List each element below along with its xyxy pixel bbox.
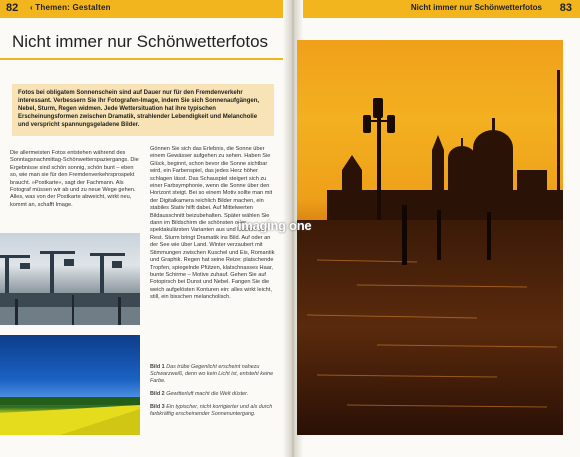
page-title: Nicht immer nur Schönwetterfotos	[12, 32, 269, 51]
header-bar-left	[0, 0, 283, 18]
photo-venice-sunset	[297, 40, 563, 435]
caption-1	[150, 364, 278, 385]
caption-3	[150, 404, 278, 418]
caption-1-label: Bild 1	[150, 364, 165, 370]
page-number-left: 82	[6, 2, 19, 14]
body-text-left: Die allermeisten Fotos entstehen während des Sonntagsnachmittag-Schönwetterspaziergangs. Die Ergebnisse sind schön sonnig, schön bunt – eben so, wie man sie für den Fremdenverkehrsprospekt braucht. »Postkarte«, sagt der Fachmann. Als Fotograf müssen wir ab und zu neue Wege gehen. Alles, was von der Postkarte abweicht, wirkt neu, kommt an, schafft Image.	[10, 150, 139, 208]
caption-1-text: Das trübe Gegenlicht erscheint nahezu Schwarzweiß, denn wo kein Licht ist, entsteht keine Farbe.	[150, 364, 274, 384]
photo-harbour-cranes	[0, 233, 140, 325]
page-number-right: 83	[559, 2, 572, 14]
cranes-illustration	[0, 233, 140, 325]
caption-2-text: Gewitterluft macht die Welt düster.	[166, 391, 249, 397]
caption-list	[150, 364, 278, 424]
caption-3-label: Bild 3	[150, 404, 165, 410]
venice-illustration	[297, 40, 563, 435]
chapter-label: ‹ Themen: Gestalten	[30, 3, 111, 12]
caption-2	[150, 391, 278, 398]
title-divider	[0, 58, 283, 60]
caption-2-label: Bild 2	[150, 391, 165, 397]
section-title-right: Nicht immer nur Schönwetterfotos	[410, 3, 542, 12]
body-text-right: Gönnen Sie sich das Erlebnis, die Sonne über einem Gewässer aufgehen zu sehen. Haben Sie Glück, beginnt, schon bevor die Sonne sichtbar wird, ein Farbenspiel, das jedes Herz höher schlagen lässt. Das Schauspiel steigert sich zu einer Farbsymphonie, wenn die Sonne über den Horizont steigt. Bei so einem Motiv sollte man mit der Digitalkamera reichlich Bilder machen, ein stabiles Stativ hilft dabei. Auf Mittelwerten Bildausschnitt beizubehalten. Später wählen Sie dann im Bildschirm die schönsten oder spektakulärsten Varianten aus und löschen den Rest. Sturm bringt Dramatik ins Bild. Auf oder an der See wie über Land. Winter verzaubert mit Stimmungen zwischen Kuschel und Eis, Romantik und Graphik. Regen hat seine Reize: platschende Tropfen, spiegelnde Pfützen, klatschnasses Haar, bunte Schirme – Motive zuhauf. Gehen Sie auf Fotopirsch bei Dunst und Nebel. Fangen Sie die weich aufgelösten Konturen ein: alles wirkt leicht, still, ein bisschen melancholisch.	[150, 146, 275, 301]
field-illustration	[0, 335, 140, 435]
caption-3-text: Ein typischer, nicht korrigierter und als durch farbkräftig erscheinender Sonnenuntergang.	[150, 404, 273, 417]
watermark-text: imaging one	[238, 218, 312, 233]
intro-text: Fotos bei obligatem Sonnenschein sind auf Dauer nur für den Fremdenverkehr interessant. Verbessern Sie Ihr Fotografen-Image, indem Sie sich Sonnenaufgängen, Nebel, Sturm, Regen widmen. Jede Wettersituation hat ihre typischen Erscheinungsformen zwischen Dramatik, strahlender Lebendigkeit und Melancholie und verspricht spannungsgeladene Bilder.	[18, 90, 260, 128]
photo-storm-field	[0, 335, 140, 435]
header-bar-right	[303, 0, 580, 18]
intro-box	[12, 84, 274, 136]
